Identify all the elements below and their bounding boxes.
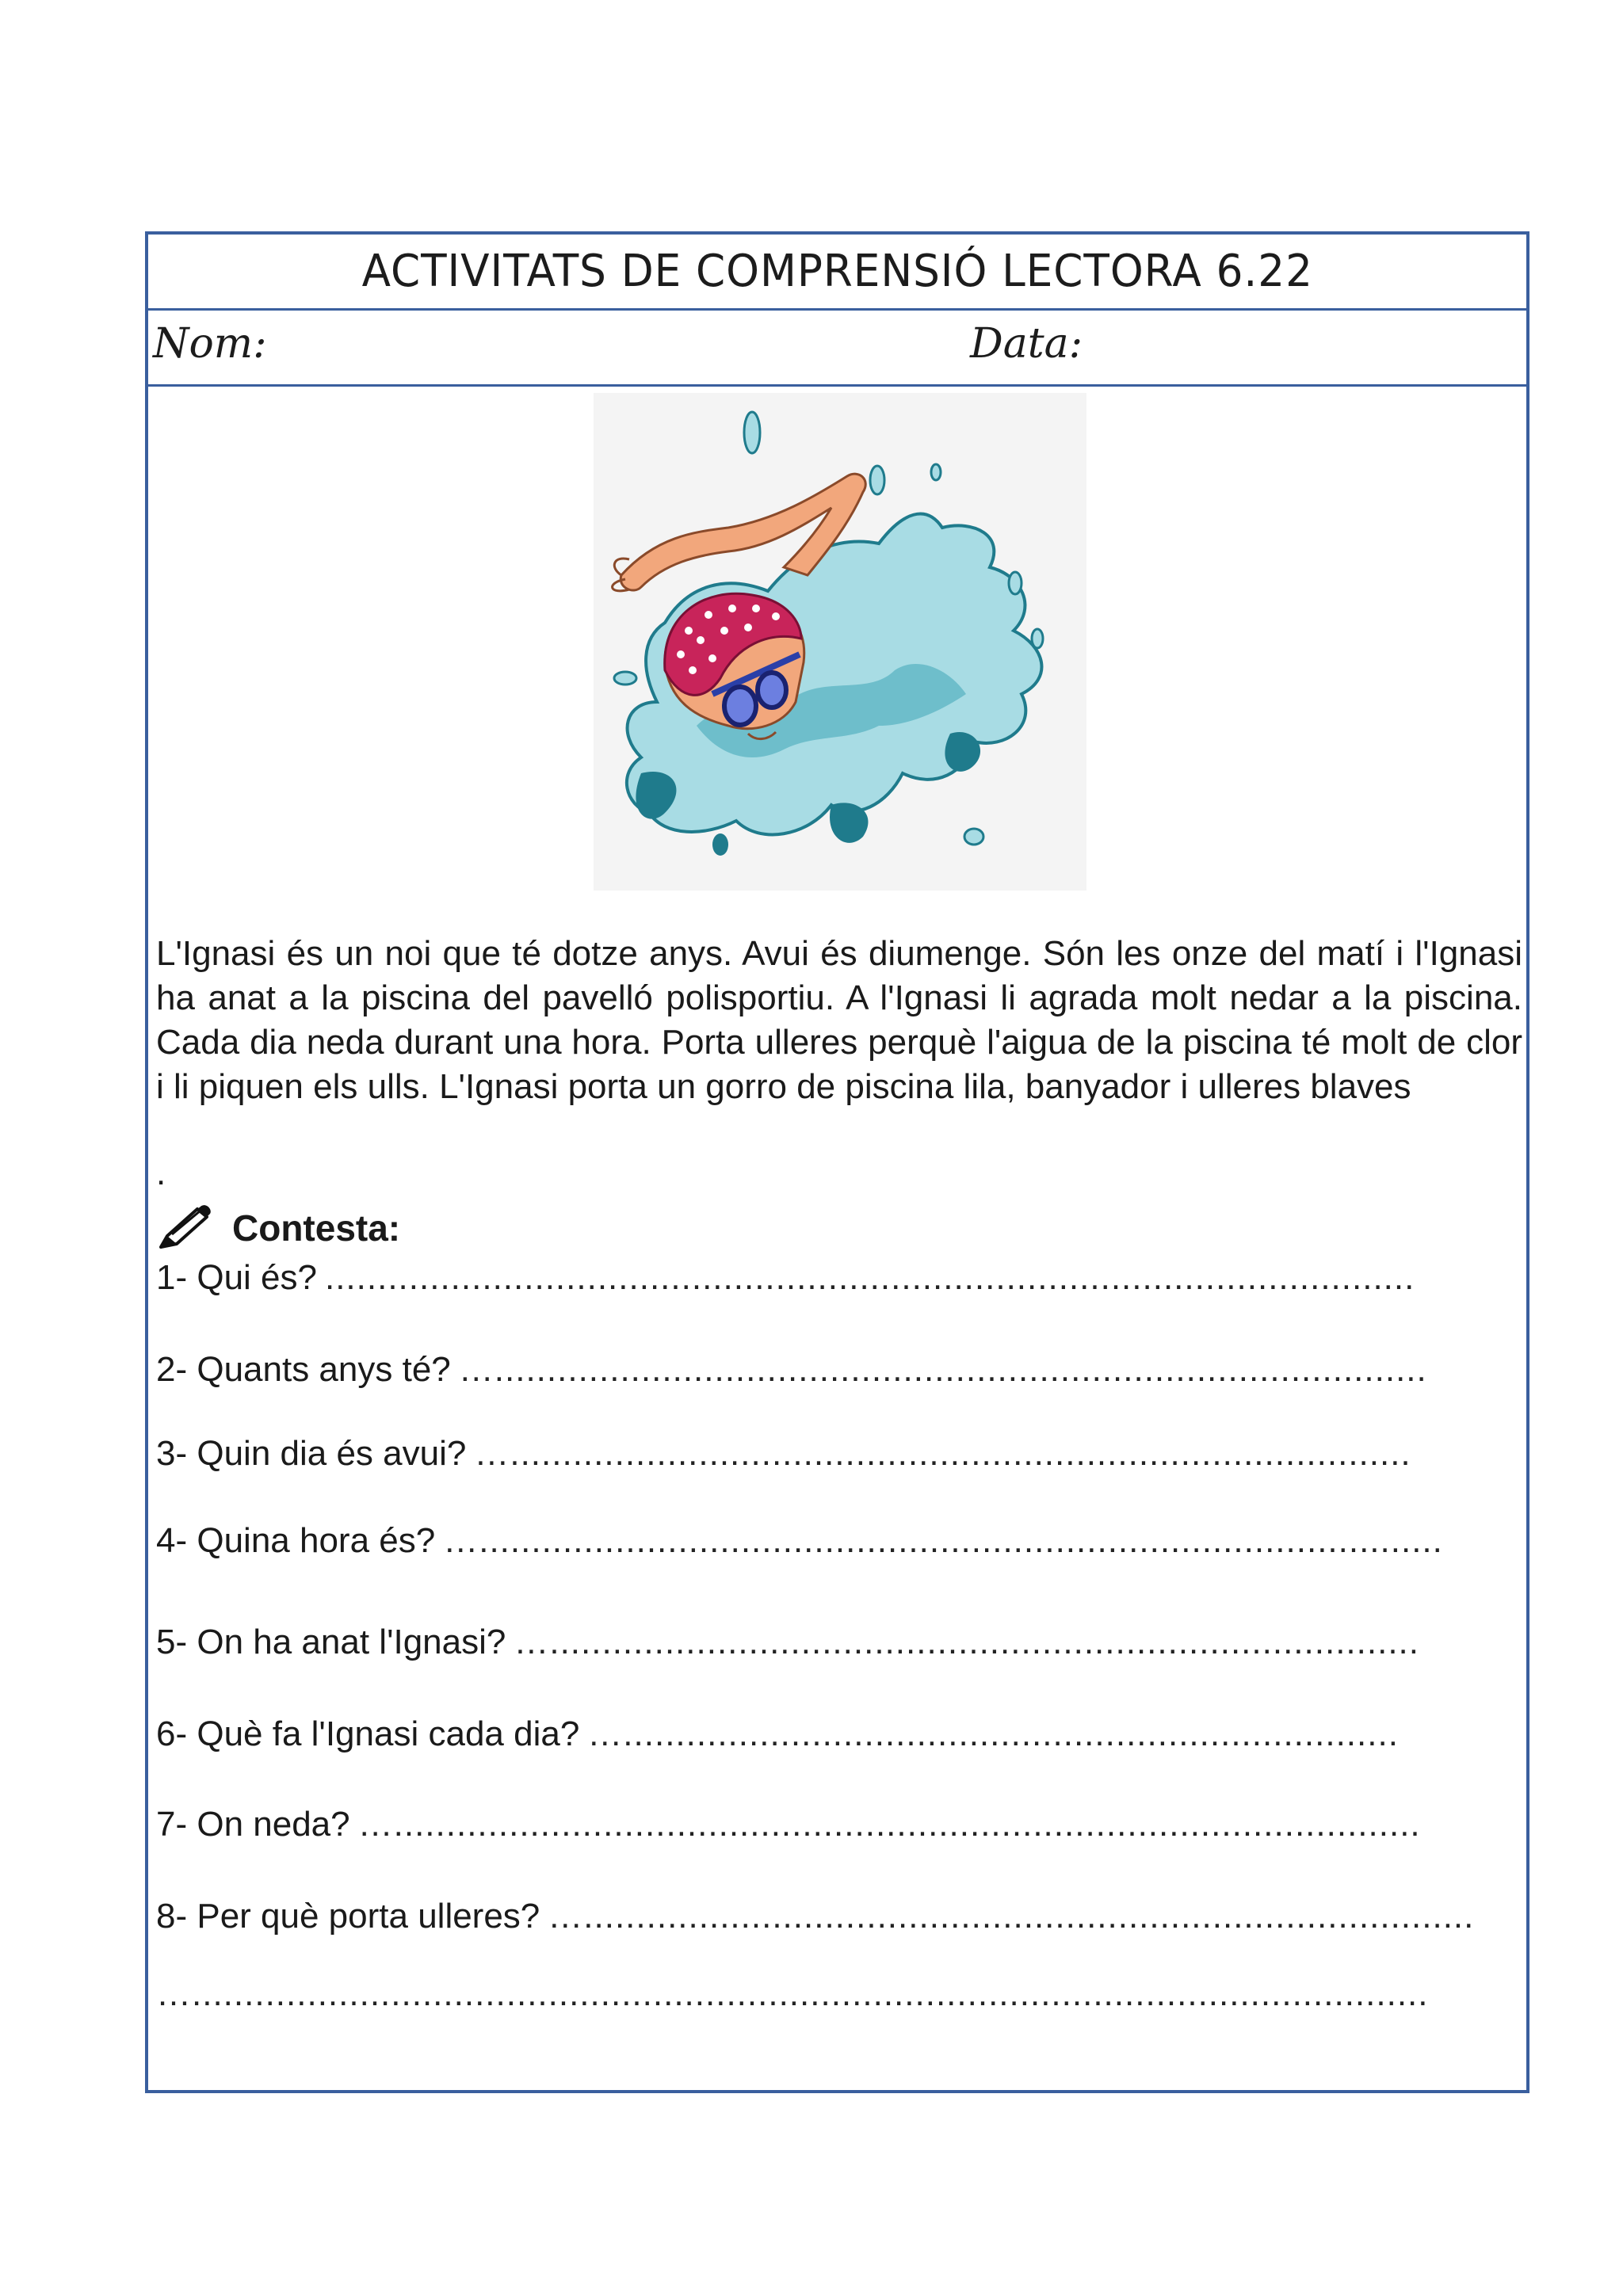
answer-line[interactable]: …......................................................................................................................: [156, 1974, 1429, 2013]
reading-passage: L'Ignasi és un noi que té dotze anys. Avui és diumenge. Són les onze del matí i l'Ignasi ha anat a la piscina del pavelló polisportiu. A l'Ignasi li agrada molt nedar a la piscina. Cada dia neda durant una hora. Porta ulleres perquè l'aigua de la piscina té molt de clor i li piquen els ulls. L'Ignasi porta un gorro de piscina lila, banyador i ulleres blaves: [156, 934, 1522, 1106]
reading-trailing-dot: .: [156, 1154, 166, 1192]
question-text: 1- Qui és?: [156, 1258, 317, 1297]
question-5: [156, 1623, 1419, 1662]
name-field-label: Nom:: [153, 320, 267, 368]
question-7: [156, 1805, 1421, 1844]
worksheet-title: ACTIVITATS DE COMPRENSIÓ LECTORA 6.22: [361, 246, 1313, 297]
question-text: 5- On ha anat l'Ignasi?: [156, 1623, 506, 1661]
pencil-icon: [156, 1204, 213, 1252]
swimmer-illustration: [594, 393, 1086, 891]
question-text: 8- Per què porta ulleres?: [156, 1897, 540, 1936]
question-1: [156, 1258, 1415, 1298]
name-date-row: [148, 311, 1526, 387]
exercise-label: Contesta:: [232, 1207, 401, 1249]
answer-line[interactable]: …...................................................................................: [514, 1623, 1420, 1661]
question-3: [156, 1434, 1411, 1474]
question-text: 4- Quina hora és?: [156, 1521, 436, 1560]
answer-line[interactable]: ….........................................................................................: [458, 1350, 1427, 1389]
question-text: 6- Què fa l'Ignasi cada dia?: [156, 1714, 580, 1753]
question-text: 7- On neda?: [156, 1805, 350, 1844]
exercise-heading: [156, 1204, 400, 1252]
answer-line[interactable]: …..................................................................................................: [357, 1805, 1421, 1844]
answer-line[interactable]: …............................................................................................: [443, 1521, 1443, 1560]
answer-line[interactable]: …......................................................................................: [474, 1434, 1411, 1473]
question-8-continuation: [156, 1974, 1429, 2014]
answer-line[interactable]: …..........................................................................: [587, 1714, 1399, 1753]
question-text: 3- Quin dia és avui?: [156, 1434, 467, 1473]
question-6: [156, 1714, 1399, 1754]
worksheet-frame: [145, 231, 1529, 2093]
question-2: [156, 1350, 1427, 1390]
question-text: 2- Quants anys té?: [156, 1350, 451, 1389]
date-field-label: Data:: [970, 320, 1083, 368]
title-row: [148, 235, 1526, 311]
answer-line[interactable]: ........................................................................................................: [324, 1258, 1415, 1297]
question-4: [156, 1521, 1443, 1561]
question-8: [156, 1897, 1474, 1936]
answer-line[interactable]: ….....................................................................................: [548, 1897, 1475, 1936]
